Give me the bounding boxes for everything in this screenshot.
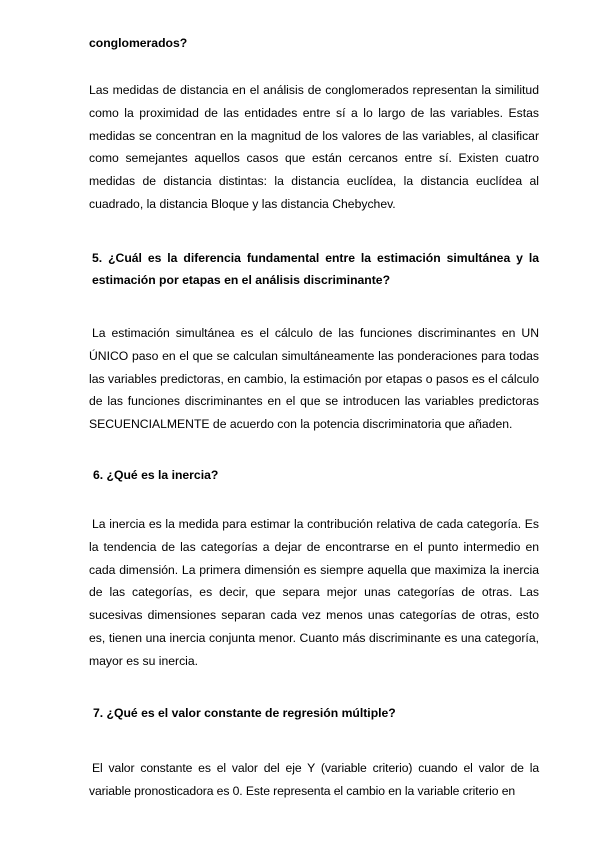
answer-6-paragraph: La inercia es la medida para estimar la contribución relativa de cada categoría. Es la tendencia de las categorías a dejar de encontrarse en el punto intermedio en cada dimensión. La primera dimensión es siempre aquella que maximiza la inercia de las categorías, es decir, que separa mejor unas categorías de otras. Las sucesivas dimensiones separan cada vez menos unas categorías de otras, esto es, tienen una inercia conjunta menor. Cuanto más discriminante es una categoría, mayor es su inercia.	[89, 517, 539, 668]
answer-7-paragraph: El valor constante es el valor del eje Y (variable criterio) cuando el valor de la variable pronosticadora es 0. Este representa el cambio en la variable criterio en	[89, 761, 539, 798]
question-5-heading: 5. ¿Cuál es la diferencia fundamental entre la estimación simultánea y la estimación por etapas en el análisis discriminante?	[92, 251, 539, 287]
answer-5-paragraph: La estimación simultánea es el cálculo de las funciones discriminantes en UN ÚNICO paso en el que se calculan simultáneamente las ponderaciones para todas las variables predictoras, en cambio, la estimación por etapas o pasos es el cálculo de las funciones discriminantes en el que se introducen las variables predictoras SECUENCIALMENTE de acuerdo con la potencia discriminatoria que añaden.	[89, 326, 539, 432]
question-7-heading: 7. ¿Qué es el valor constante de regresión múltiple?	[93, 706, 396, 720]
question-6-heading: 6. ¿Qué es la inercia?	[93, 468, 219, 482]
paragraph-distance-measures: Las medidas de distancia en el análisis de conglomerados representan la similitud como la proximidad de las entidades entre sí a lo largo de las variables. Estas medidas se concentran en la magnitud de los valores de las variables, al clasificar como semejantes aquellos casos que están cercanos entre sí. Existen cuatro medidas de distancia distintas: la distancia euclídea, la distancia euclídea al cuadrado, la distancia Bloque y las distancia Chebychev.	[89, 83, 539, 211]
section-tail-heading: conglomerados?	[89, 36, 188, 50]
